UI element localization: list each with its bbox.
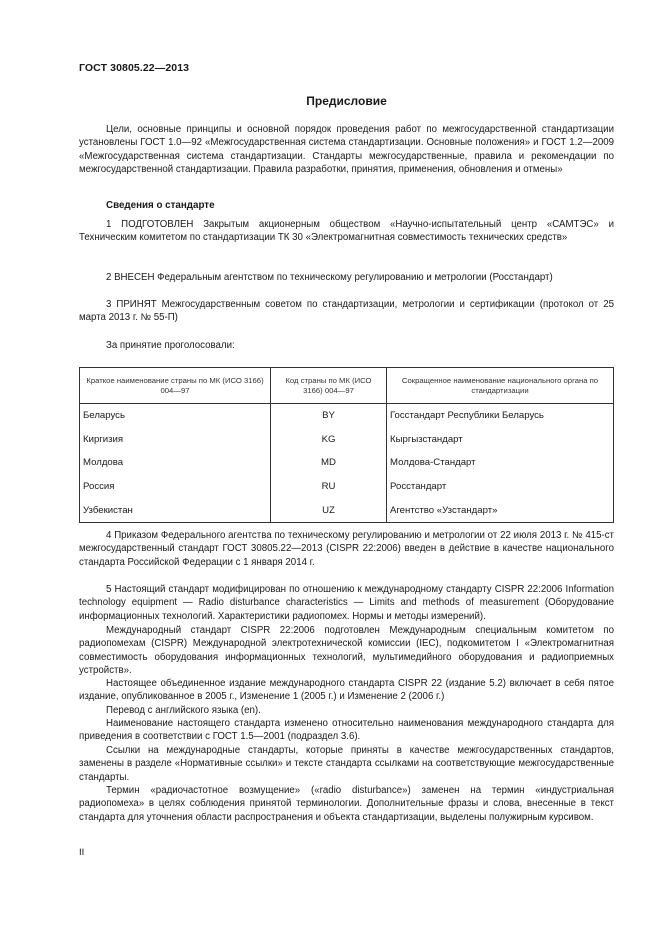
name-change-paragraph: Наименование настоящего стандарта изменено относительно наименования международного стандарта для приведения в соответствии с ГОСТ 1.5—2001 (подраздел 3.6).: [79, 718, 614, 743]
body-cell: Молдова-Стандарт: [387, 451, 614, 475]
country-cell: Киргизия: [80, 428, 271, 452]
document-code: ГОСТ 30805.22—2013: [79, 62, 190, 74]
code-cell: RU: [271, 475, 387, 499]
code-cell: MD: [271, 451, 387, 475]
intro-paragraph: Цели, основные принципы и основной порядок проведения работ по межгосударственной стандартизации установлены ГОСТ 1.0—92 «Межгосударственная система стандартизации. Основные положения» и ГОСТ 1.2—2009 «Межгосударственная система стандартизации. Стандарты межгосударственные, правила и рекомендации по межгосударственной стандартизации. Правила разработки, принятия, применения, обновления и отмены»: [79, 124, 614, 176]
country-cell: Узбекистан: [80, 498, 271, 522]
intl-standard-paragraph: Международный стандарт CISPR 22:2006 подготовлен Международным специальным комитетом по радиопомехам (CISPR) Международной электротехнической комиссии (IEC), подкомитетом I «Электромагнитная совместимость оборудования информационных технологий, мультимедийного оборудования и радиоприемных устройств».: [79, 625, 614, 677]
table-header-row: [80, 368, 614, 404]
translation-paragraph: Перевод с английского языка (en).: [106, 705, 261, 716]
body-cell: Росстандарт: [387, 475, 614, 499]
country-cell: Беларусь: [80, 404, 271, 428]
table-row: [80, 498, 614, 522]
body-cell: Агентство «Узстандарт»: [387, 498, 614, 522]
table-row: [80, 475, 614, 499]
section-heading: Сведения о стандарте: [106, 200, 215, 211]
vote-intro: За принятие проголосовали:: [106, 340, 235, 351]
vote-table: [79, 367, 614, 523]
header-country: Краткое наименование страны по МК (ИСО 3166) 004—97: [80, 368, 271, 404]
table-row: [80, 451, 614, 475]
header-body: Сокращенное наименование национального органа по стандартизации: [387, 368, 614, 404]
code-cell: KG: [271, 428, 387, 452]
edition-paragraph: Настоящее объединенное издание международного стандарта CISPR 22 (издание 5.2) включает в себя пятое издание, опубликованное в 2005 г., Изменение 1 (2005 г.) и Изменение 2 (2006 г.): [79, 678, 614, 703]
item-4-paragraph: 4 Приказом Федерального агентства по техническому регулированию и метрологии от 22 июля 2013 г. № 415-ст межгосударственный стандарт ГОСТ 30805.22—2013 (CISPR 22:2006) введен в действие в качестве национального стандарта Российской Федерации с 1 января 2014 г.: [79, 530, 614, 568]
code-cell: UZ: [271, 498, 387, 522]
item-1-paragraph: 1 ПОДГОТОВЛЕН Закрытым акционерным обществом «Научно-испытательный центр «САМТЭС» и Техническим комитетом по стандартизации ТК 30 «Электромагнитная совместимость технических средств»: [79, 219, 614, 244]
code-cell: BY: [271, 404, 387, 428]
body-cell: Госстандарт Республики Беларусь: [387, 404, 614, 428]
table-row: [80, 428, 614, 452]
body-cell: Кыргызстандарт: [387, 428, 614, 452]
item-3-paragraph: 3 ПРИНЯТ Межгосударственным советом по стандартизации, метрологии и сертификации (протокол от 25 марта 2013 г. № 55-П): [79, 299, 614, 324]
page-title: Предисловие: [306, 94, 387, 108]
references-paragraph: Ссылки на международные стандарты, которые приняты в качестве межгосударственных стандартов, заменены в разделе «Нормативные ссылки» и тексте стандарта ссылками на соответствующие межгосударственные стандарты.: [79, 745, 614, 783]
term-paragraph: Термин «радиочастотное возмущение» («radio disturbance») заменен на термин «индустриальная радиопомеха» в целях соблюдения принятой терминологии. Дополнительные фразы и слова, внесенные в текст стандарта для уточнения области распространения и объекта стандартизации, выделены полужирным курсивом.: [79, 785, 614, 823]
country-cell: Молдова: [80, 451, 271, 475]
item-5-paragraph: 5 Настоящий стандарт модифицирован по отношению к международному стандарту CISPR 22:2006 Information technology equipment — Radio disturbance characteristics — Limits and methods of measurement (Оборудование информационных технологий. Характеристики радиопомех. Нормы и методы измерений).: [79, 584, 614, 622]
page-number: II: [79, 847, 85, 858]
table-row: [80, 404, 614, 428]
item-2-paragraph: 2 ВНЕСЕН Федеральным агентством по техническому регулированию и метрологии (Росстандарт): [106, 272, 553, 283]
header-code: Код страны по МК (ИСО 3166) 004—97: [271, 368, 387, 404]
country-cell: Россия: [80, 475, 271, 499]
